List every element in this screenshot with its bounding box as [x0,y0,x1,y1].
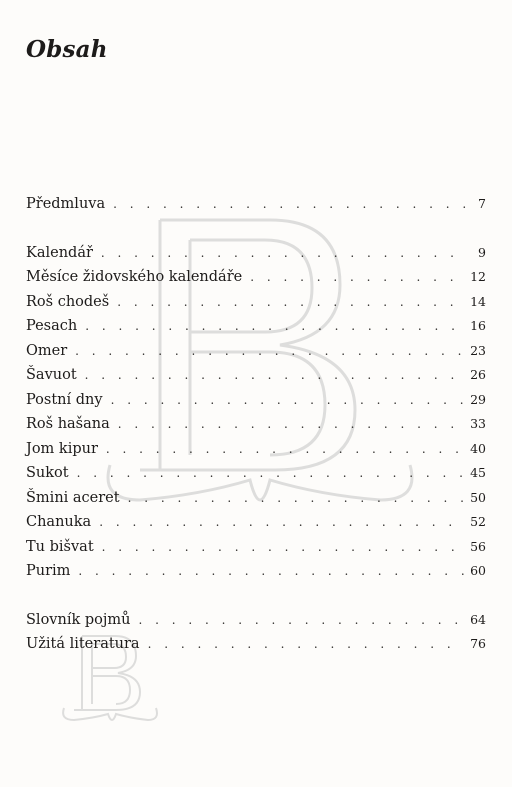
toc-entry-label: Předmluva [26,196,106,212]
toc-entry-label: Kalendář [26,244,93,261]
toc-entry-label: Chanuka [26,514,92,530]
toc-leader-dots [102,535,464,560]
toc-entry-label: Jom kipur [26,440,98,457]
toc-leader-dots [148,632,465,657]
toc-entry-page: 14 [470,293,486,309]
toc-leader-dots [128,486,465,511]
toc-entry-label: Pesach [26,318,78,334]
toc-entry-predmluva[interactable] [26,192,486,217]
toc-leader-dots [118,412,464,437]
toc-entry-page: 76 [470,636,486,651]
toc-entry-savuot[interactable] [26,363,486,388]
toc-leader-dots [106,437,464,462]
toc-entry-label: Měsíce židovského kalendáře [26,269,243,285]
toc-entry-page: 26 [470,367,486,382]
toc-entry-omer[interactable] [26,339,486,364]
toc-entry-postni-dny[interactable] [26,388,486,413]
toc-leader-dots [111,388,465,413]
toc-entry-label: Šmini aceret [26,489,120,506]
table-of-contents [26,192,486,657]
toc-entry-pesach[interactable] [26,314,486,339]
toc-entry-label: Sukot [26,465,69,481]
toc-entry-chanuka[interactable] [26,510,486,535]
toc-leader-dots [138,608,464,633]
toc-leader-dots [85,363,464,388]
toc-entry-label: Omer [26,342,68,359]
toc-leader-dots [78,559,464,584]
toc-entry-label: Purim [26,563,71,579]
toc-leader-dots [77,461,464,486]
toc-entry-page: 23 [470,342,486,358]
toc-entry-label: Šavuot [26,367,77,383]
toc-leader-dots [250,265,464,290]
toc-entry-ros-hasana[interactable] [26,412,486,437]
toc-leader-dots [85,314,464,339]
toc-entry-page: 56 [470,538,486,554]
toc-entry-sukot[interactable] [26,461,486,486]
toc-entry-label: Roš hašana [26,416,110,432]
toc-entry-tu-bisvat[interactable] [26,535,486,560]
toc-entry-page: 16 [470,318,486,333]
toc-entry-page: 45 [470,465,486,480]
section-gap [26,584,486,608]
toc-entry-jom-kipur[interactable] [26,437,486,462]
toc-entry-smini-aceret[interactable] [26,486,486,511]
toc-leader-dots [99,510,464,535]
toc-leader-dots [117,290,464,315]
toc-entry-ros-chodes[interactable] [26,290,486,315]
toc-entry-page: 60 [470,563,486,578]
toc-entry-label: Užitá literatura [26,636,140,652]
toc-entry-page: 7 [478,196,486,211]
toc-entry-label: Postní dny [26,391,103,408]
toc-entry-page: 52 [470,514,486,529]
section-gap [26,217,486,241]
toc-leader-dots [101,241,466,266]
toc-entry-label: Roš chodeš [26,293,110,310]
page-title: Obsah [26,36,108,63]
toc-entry-page: 50 [470,489,486,505]
toc-entry-page: 40 [470,440,486,456]
toc-entry-purim[interactable] [26,559,486,584]
toc-entry-page: 9 [478,244,486,260]
toc-entry-uzita-literatura[interactable] [26,632,486,657]
toc-leader-dots [75,339,464,364]
toc-entry-label: Tu bišvat [26,538,94,555]
toc-entry-label: Slovník pojmů [26,611,131,628]
toc-entry-page: 12 [470,269,486,284]
toc-entry-page: 29 [470,391,486,407]
toc-entry-mesice[interactable] [26,265,486,290]
toc-entry-page: 64 [470,611,486,627]
toc-leader-dots [113,192,466,217]
toc-entry-page: 33 [470,416,486,431]
toc-entry-slovnik-pojmu[interactable] [26,608,486,633]
toc-entry-kalendar[interactable] [26,241,486,266]
